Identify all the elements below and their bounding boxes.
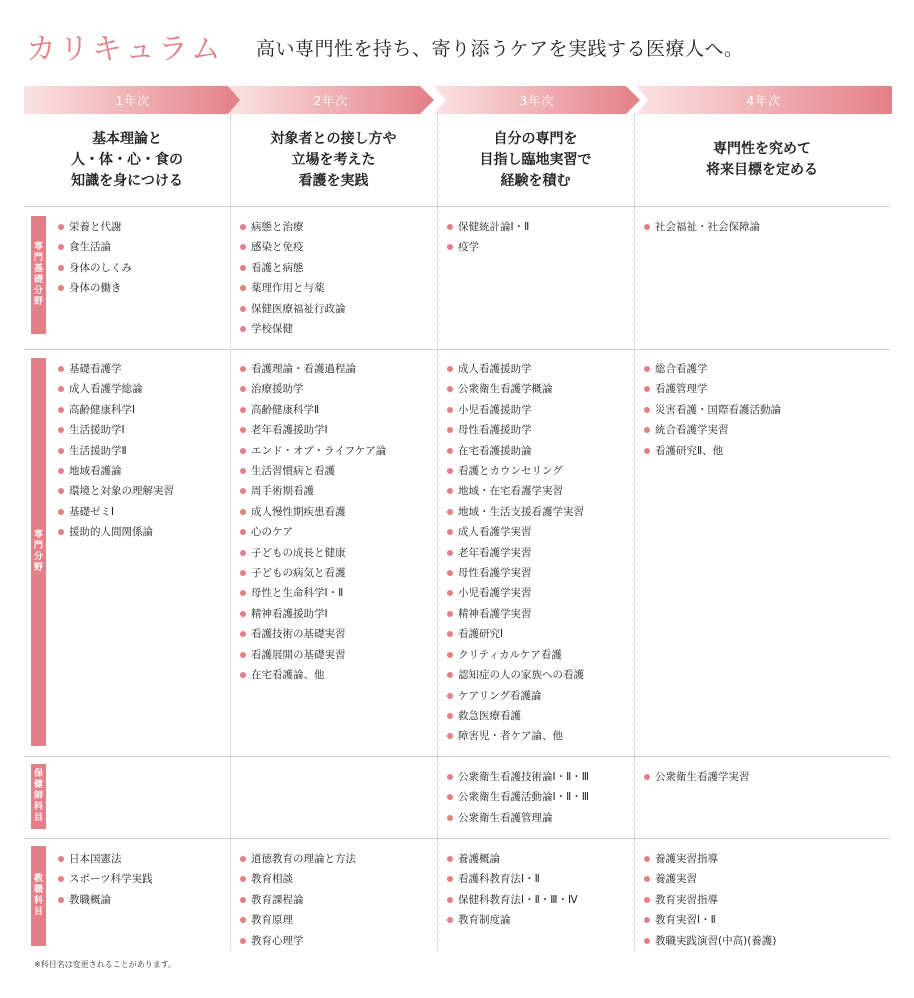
course-item: 精神看護援助学Ⅰ [240,604,386,624]
course-item: 公衆衛生看護学実習 [644,767,750,787]
course-item: 教育原理 [240,910,356,930]
year-header-4 [636,86,892,114]
course-list [58,359,174,543]
course-item: 生活習慣病と看護 [240,461,386,481]
course-list [644,217,760,237]
course-item: 身体のしくみ [58,258,132,278]
course-item: 看護と病態 [240,258,346,278]
page-title: カリキュラム [26,32,224,67]
category-label-4 [31,846,46,946]
year-goal-3: 自分の専門を 目指し臨地実習で 経験を積む [479,130,592,189]
course-item: 認知症の人の家族への看護 [447,665,584,685]
course-item: 精神看護学実習 [447,604,584,624]
column-divider [437,114,438,950]
course-item: 地域・在宅看護学実習 [447,481,584,501]
course-item: 子どもの成長と健康 [240,543,386,563]
course-item: 看護とカウンセリング [447,461,584,481]
course-item: 公衆衛生看護管理論 [447,808,589,828]
course-item: 看護理論・看護過程論 [240,359,386,379]
course-item: 生活援助学Ⅱ [58,441,174,461]
course-item: 小児看護学実習 [447,583,584,603]
course-item: 看護技術の基礎実習 [240,624,386,644]
course-list [240,217,346,339]
course-item: 保健科教育法Ⅰ・Ⅱ・Ⅲ・Ⅳ [447,890,578,910]
course-item: 病態と治療 [240,217,346,237]
course-item: 学校保健 [240,319,346,339]
course-item: 老年看護援助学Ⅰ [240,420,386,440]
year-label: 3年次 [519,93,555,108]
course-item: 教育相談 [240,869,356,889]
course-item: 養護実習 [644,869,776,889]
category-label-1 [31,216,46,334]
course-item: 薬理作用と与薬 [240,278,346,298]
category-text: 専門分野 [33,530,43,573]
course-item: 成人慢性期疾患看護 [240,502,386,522]
course-item: 老年看護学実習 [447,543,584,563]
year-header-bar [24,86,890,114]
course-item: スポーツ科学実践 [58,869,153,889]
course-item: 高齢健康科学Ⅱ [240,400,386,420]
course-item: 周手術期看護 [240,481,386,501]
course-item: 教職概論 [58,890,153,910]
course-item: 公衆衛生看護技術論Ⅰ・Ⅱ・Ⅲ [447,767,589,787]
course-list [447,359,584,747]
course-item: 保健統計論Ⅰ・Ⅱ [447,217,529,237]
course-list [58,217,132,299]
course-item: 教育課程論 [240,890,356,910]
column-divider [634,114,635,950]
course-item: 成人看護学総論 [58,379,174,399]
year-header-1 [24,86,242,114]
course-list [447,849,578,931]
course-item: 社会福祉・社会保障論 [644,217,760,237]
course-item: 援助的人間関係論 [58,522,174,542]
course-item: 看護科教育法Ⅰ・Ⅱ [447,869,578,889]
course-item: 身体の働き [58,278,132,298]
course-list [447,767,589,828]
course-item: クリティカルケア看護 [447,645,584,665]
course-item: 日本国憲法 [58,849,153,869]
column-divider [230,114,231,950]
course-item: 公衆衛生看護学概論 [447,379,584,399]
course-item: 養護概論 [447,849,578,869]
course-item: 地域看護論 [58,461,174,481]
course-item: 教育実習Ⅰ・Ⅱ [644,910,776,930]
course-item: エンド・オブ・ライフケア論 [240,441,386,461]
course-list [447,217,529,258]
course-item: 教育心理学 [240,931,356,951]
year-goals-row [24,114,890,207]
page-subtitle: 高い専門性を持ち、寄り添うケアを実践する医療人へ。 [256,38,744,60]
course-item: ケアリング看護論 [447,686,584,706]
category-text: 専門基礎分野 [33,242,43,307]
category-label-3 [31,764,46,829]
course-item: 食生活論 [58,237,132,257]
course-item: 統合看護学実習 [644,420,781,440]
course-item: 看護管理学 [644,379,781,399]
course-list [644,359,781,461]
course-item: 在宅看護援助論 [447,441,584,461]
course-list [644,767,750,787]
course-item: 基礎看護学 [58,359,174,379]
course-item: 小児看護援助学 [447,400,584,420]
course-item: 基礎ゼミⅠ [58,502,174,522]
course-item: 栄養と代謝 [58,217,132,237]
course-item: 保健医療福祉行政論 [240,299,346,319]
year-goal-1: 基本理論と 人・体・心・食の 知識を身につける [71,130,183,189]
course-item: 看護研究Ⅱ、他 [644,441,781,461]
category-text: 教職科目 [33,874,43,917]
category-label-2 [31,358,46,746]
course-item: 公衆衛生看護活動論Ⅰ・Ⅱ・Ⅲ [447,787,589,807]
course-item: 疫学 [447,237,529,257]
year-label: 1年次 [115,93,151,108]
course-item: 在宅看護論、他 [240,665,386,685]
course-item: 教育実習指導 [644,890,776,910]
course-item: 養護実習指導 [644,849,776,869]
course-list [240,849,356,951]
category-text: 保健師科目 [33,769,43,823]
course-item: 道徳教育の理論と方法 [240,849,356,869]
row-divider [24,756,890,757]
course-item: 母性看護援助学 [447,420,584,440]
course-item: 心のケア [240,522,386,542]
year-goal-2: 対象者との接し方や 立場を考えた 看護を実践 [270,130,397,189]
course-list [240,359,386,686]
course-item: 看護展開の基礎実習 [240,645,386,665]
course-item: 環境と対象の理解実習 [58,481,174,501]
course-item: 成人看護援助学 [447,359,584,379]
row-divider [24,349,890,350]
year-label: 4年次 [746,93,782,108]
course-item: 母性と生命科学Ⅰ・Ⅱ [240,583,386,603]
course-item: 成人看護学実習 [447,522,584,542]
course-item: 教育制度論 [447,910,578,930]
course-item: 総合看護学 [644,359,781,379]
footnote: ※科目名は変更されることがあります。 [34,960,177,969]
year-label: 2年次 [313,93,349,108]
year-goal-4: 専門性を究めて 将来目標を定める [706,141,818,178]
course-item: 救急医療看護 [447,706,584,726]
course-item: 地域・生活支援看護学実習 [447,502,584,522]
course-item: 高齢健康科学Ⅰ [58,400,174,420]
course-item: 母性看護学実習 [447,563,584,583]
course-list [58,849,153,910]
course-item: 生活援助学Ⅰ [58,420,174,440]
course-item: 感染と免疫 [240,237,346,257]
course-list [644,849,776,951]
course-item: 子どもの病気と看護 [240,563,386,583]
course-item: 治療援助学 [240,379,386,399]
year-header-3 [434,86,640,114]
course-item: 看護研究Ⅰ [447,624,584,644]
row-divider [24,838,890,839]
year-header-2 [228,86,434,114]
course-item: 災害看護・国際看護活動論 [644,400,781,420]
course-item: 教職実践演習(中高)(養護) [644,931,776,951]
course-item: 障害児・者ケア論、他 [447,726,584,746]
header [24,22,894,66]
